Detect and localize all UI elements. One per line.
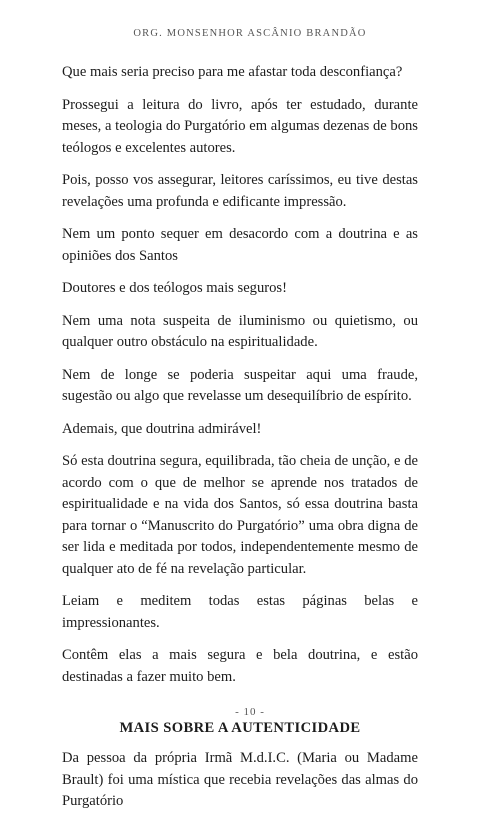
paragraph-3: Pois, posso vos assegurar, leitores caríssimos, eu tive destas revelações uma profunda e edificante impressão.	[62, 172, 418, 210]
paragraph-8: Ademais, que doutrina admirável!	[62, 420, 262, 437]
paragraph-11: Contêm elas a mais segura e bela doutrina, e estão destinadas a fazer muito bem.	[62, 647, 418, 685]
paragraph-7: Nem de longe se poderia suspeitar aqui uma fraude, sugestão ou algo que revelasse um desequilíbrio de espírito.	[62, 366, 418, 404]
paragraph-4: Nem um ponto sequer em desacordo com a doutrina e as opiniões dos Santos	[62, 226, 418, 264]
paragraph-2: Prossegui a leitura do livro, após ter estudado, durante meses, a teologia do Purgatório em algumas dezenas de bons teólogos e excelentes autores.	[62, 96, 418, 156]
page-body	[62, 62, 418, 813]
paragraph-5: Doutores e dos teólogos mais seguros!	[62, 280, 287, 296]
running-header: ORG. MONSENHOR ASCÂNIO BRANDÃO	[133, 28, 367, 39]
section-paragraph: Da pessoa da própria Irmã M.d.I.C. (Maria ou Madame Brault) foi uma mística que recebia revelações das almas do Purgatório	[62, 750, 418, 809]
paragraph-1: Que mais seria preciso para me afastar toda desconfiança?	[62, 64, 403, 80]
paragraph-6: Nem uma nota suspeita de iluminismo ou quietismo, ou qualquer outro obstáculo na espiritualidade.	[62, 312, 418, 350]
page-number: - 10 -	[235, 706, 265, 718]
section-heading: MAIS SOBRE A AUTENTICIDADE	[119, 720, 361, 736]
paragraph-10: Leiam e meditem todas estas páginas belas e impressionantes.	[62, 593, 418, 631]
paragraph-9: Só esta doutrina segura, equilibrada, tão cheia de unção, e de acordo com o que de melhor se aprende nos tratados de espiritualidade e na vida dos Santos, só essa doutrina basta para tornar o “Manuscrito do Purgatório” uma obra digna de ser lida e meditada por todos, independentemente mesmo de qualquer ato de fé na revelação particular.	[62, 453, 418, 577]
